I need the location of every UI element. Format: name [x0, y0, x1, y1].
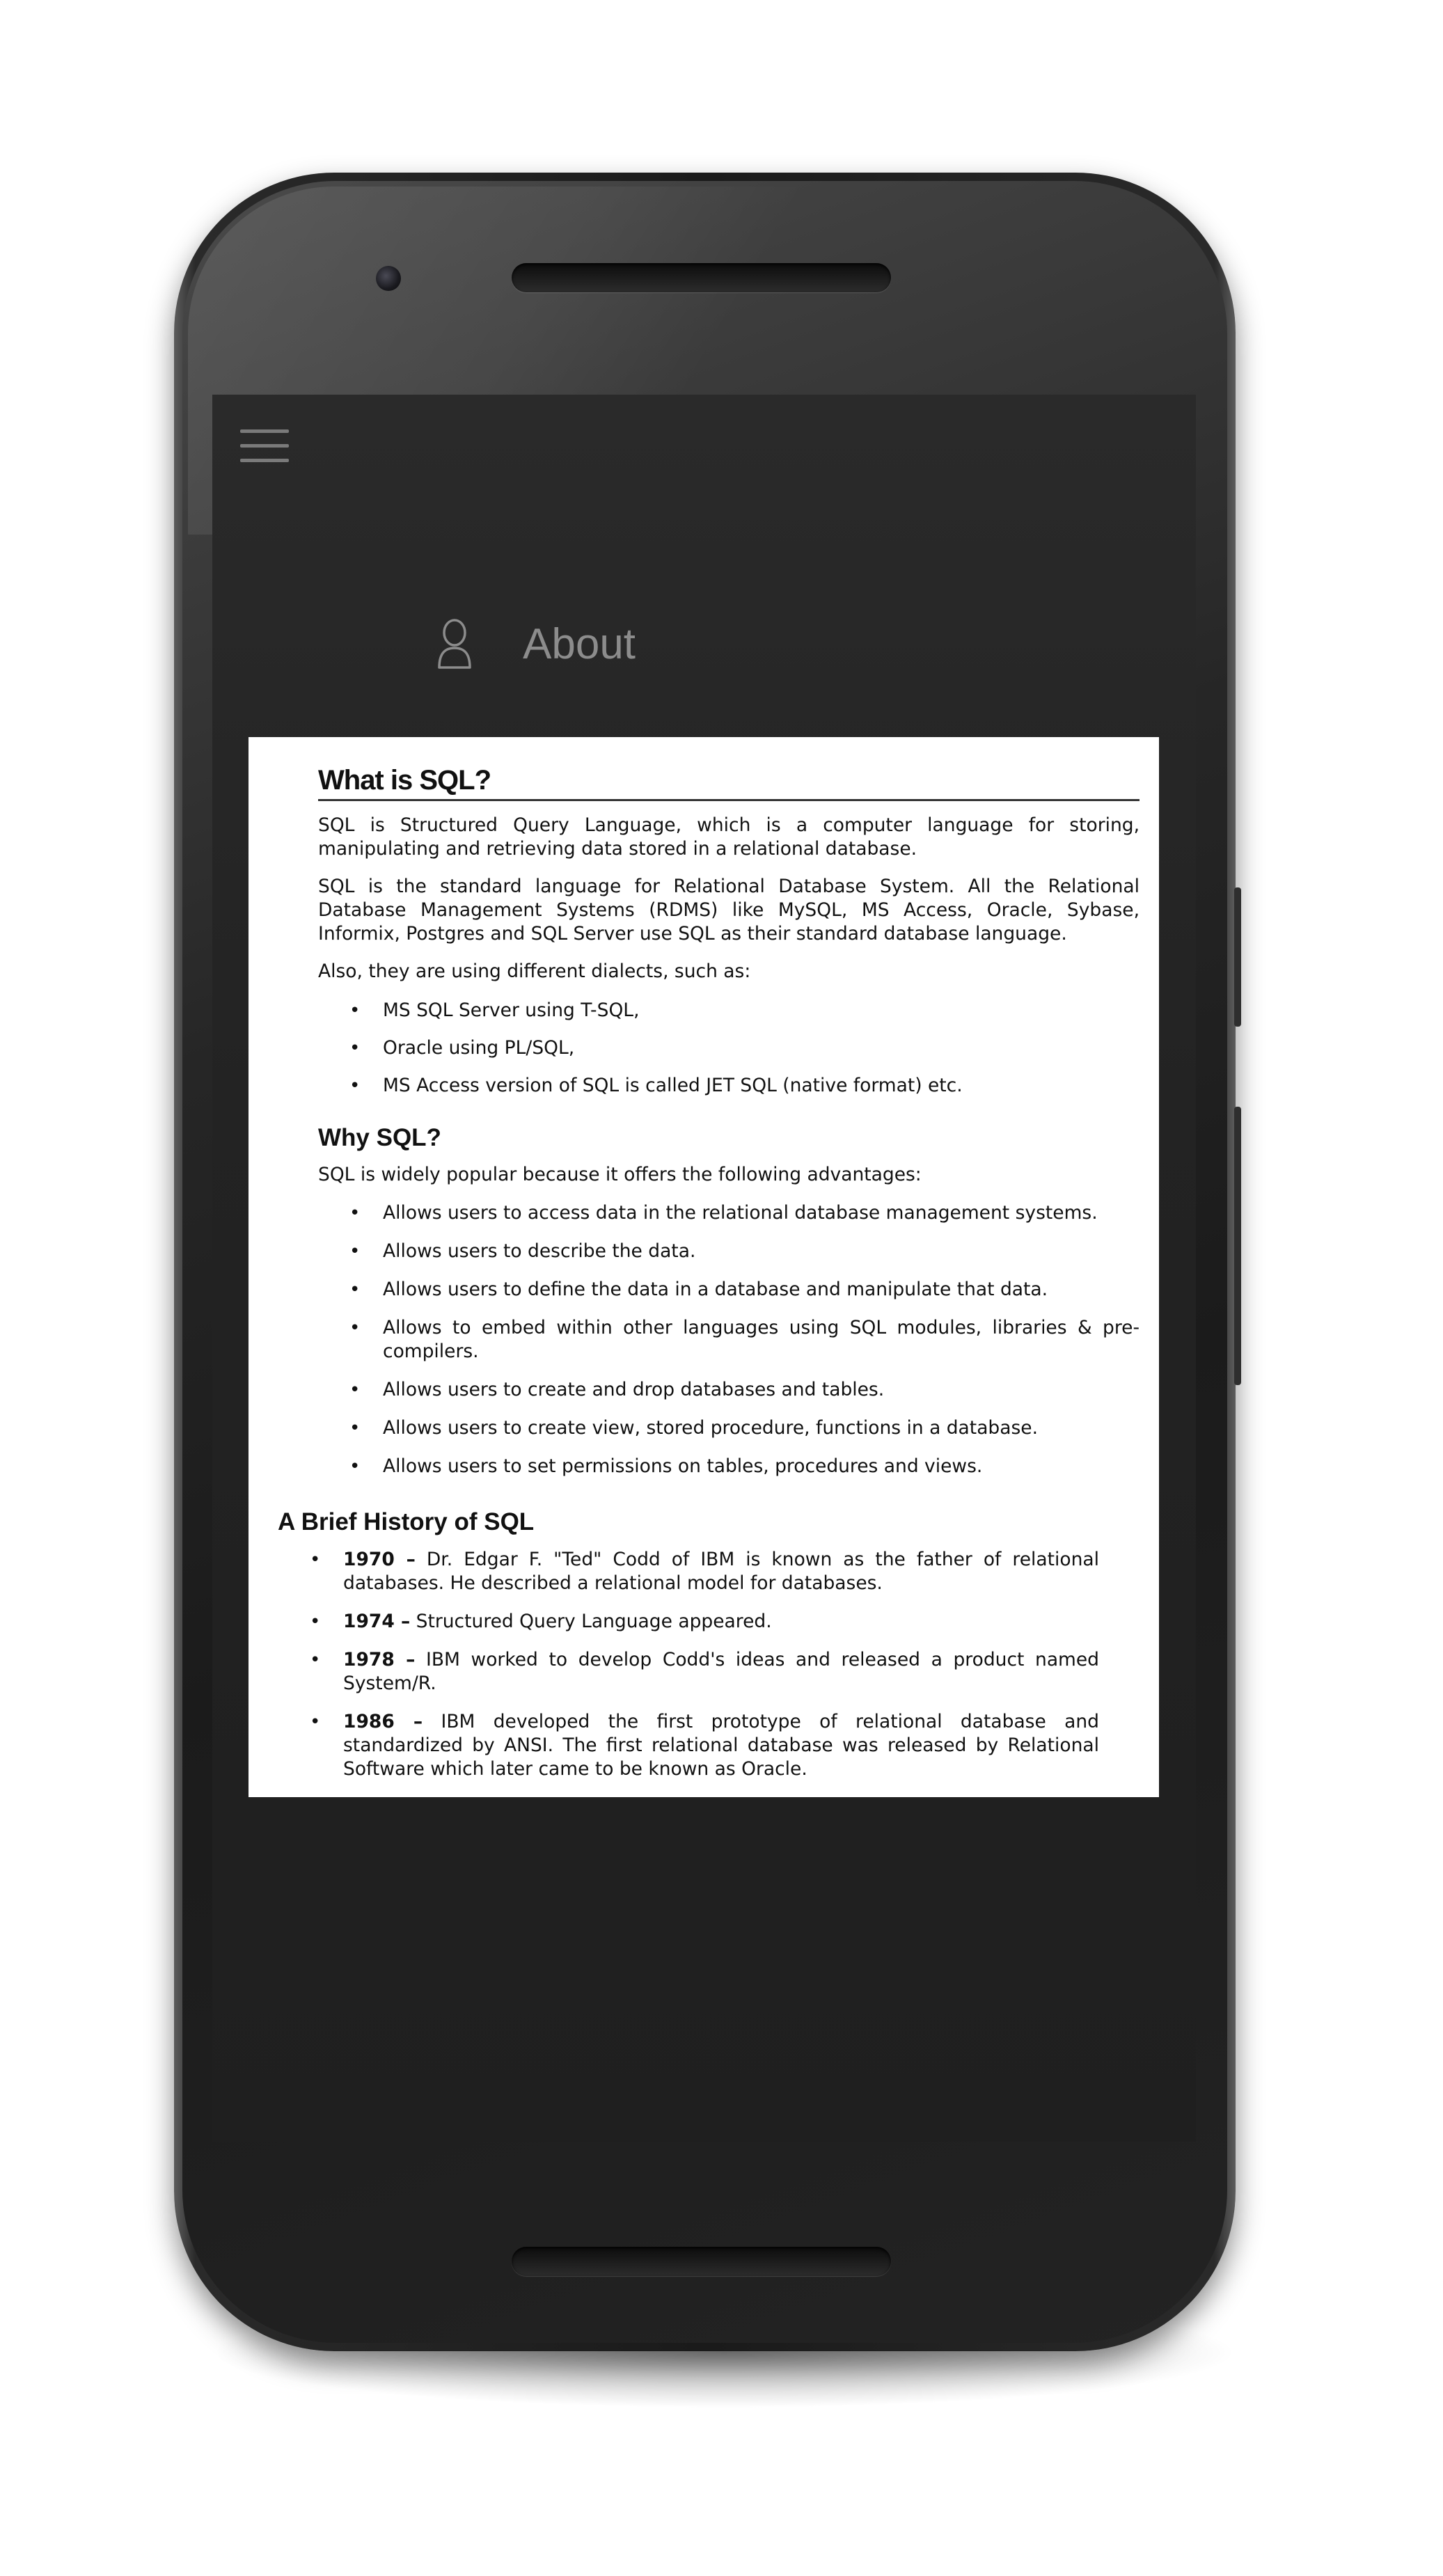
- front-camera: [376, 266, 401, 291]
- list-item: [343, 1610, 1099, 1634]
- dialects-list: [383, 999, 1140, 1098]
- what-p3-wrap: [318, 960, 1140, 983]
- list-item: • Allows users to describe the data.: [383, 1240, 1140, 1263]
- top-speaker: [512, 263, 891, 292]
- list-item: • Allows users to access data in the relational database management systems.: [383, 1201, 1140, 1225]
- list-item: • Oracle using PL/SQL,: [383, 1036, 1140, 1060]
- section-what-is-sql: [318, 765, 1140, 801]
- list-item: [343, 1710, 1099, 1781]
- what-heading: What is SQL?: [318, 765, 1140, 801]
- what-p1-wrap: [318, 814, 1140, 861]
- list-item: • MS SQL Server using T-SQL,: [383, 999, 1140, 1022]
- why-heading-wrap: [318, 1124, 1140, 1152]
- advantages-list-wrap: [383, 1201, 1140, 1478]
- list-item: [343, 1648, 1099, 1696]
- history-year: 1974 –: [343, 1611, 411, 1632]
- user-outline-icon: [435, 617, 474, 670]
- list-item: • Allows users to create view, stored procedure, functions in a database.: [383, 1416, 1140, 1440]
- list-item: • Allows users to create and drop databases and tables.: [383, 1378, 1140, 1402]
- page-title: About: [523, 619, 636, 668]
- list-item: • Allows to embed within other languages using SQL modules, libraries & pre-compilers.: [383, 1316, 1140, 1364]
- history-year: 1978 –: [343, 1649, 416, 1670]
- what-paragraph-2: SQL is the standard language for Relational Database System. All the Relational Database Management Systems (RDMS) like MySQL, MS Access, Oracle, Sybase, Informix, Postgres and SQL Server use SQL as their standard database language.: [318, 876, 1140, 945]
- list-item: [343, 1548, 1099, 1595]
- history-list: [343, 1548, 1099, 1781]
- advantages-list: [383, 1201, 1140, 1478]
- history-year: 1970 –: [343, 1549, 416, 1570]
- history-text: Dr. Edgar F. "Ted" Codd of IBM is known as the father of relational databases. He described a relational model for databases.: [343, 1549, 1099, 1594]
- history-heading: A Brief History of SQL: [278, 1508, 535, 1535]
- why-intro: SQL is widely popular because it offers the following advantages:: [318, 1164, 922, 1185]
- hamburger-menu-icon[interactable]: [240, 429, 289, 471]
- power-button: [1234, 887, 1241, 1027]
- page-header: [435, 617, 636, 670]
- app-screen: [212, 395, 1196, 2142]
- what-paragraph-1: SQL is Structured Query Language, which is a computer language for storing, manipulating and retrieving data stored in a relational database.: [318, 814, 1140, 860]
- history-text: IBM worked to develop Codd's ideas and released a product named System/R.: [343, 1649, 1099, 1694]
- list-item: • Allows users to set permissions on tables, procedures and views.: [383, 1455, 1140, 1478]
- what-paragraph-3: Also, they are using different dialects, such as:: [318, 961, 751, 982]
- bottom-speaker: [512, 2247, 891, 2276]
- history-text: IBM developed the first prototype of relational database and standardized by ANSI. The first relational database was released by Relational Software which later came to be known as Oracle.: [343, 1711, 1099, 1780]
- why-intro-wrap: [318, 1163, 1140, 1187]
- list-item: • Allows users to define the data in a database and manipulate that data.: [383, 1278, 1140, 1302]
- what-p2-wrap: [318, 875, 1140, 946]
- history-text: Structured Query Language appeared.: [410, 1611, 772, 1632]
- volume-button: [1234, 1107, 1241, 1385]
- history-list-wrap: [343, 1548, 1099, 1781]
- dialects-list-wrap: [383, 999, 1140, 1098]
- list-item: • MS Access version of SQL is called JET SQL (native format) etc.: [383, 1074, 1140, 1098]
- history-heading-wrap: [278, 1508, 1099, 1536]
- content-card: [249, 737, 1159, 1797]
- history-year: 1986 –: [343, 1711, 423, 1732]
- why-heading: Why SQL?: [318, 1124, 441, 1151]
